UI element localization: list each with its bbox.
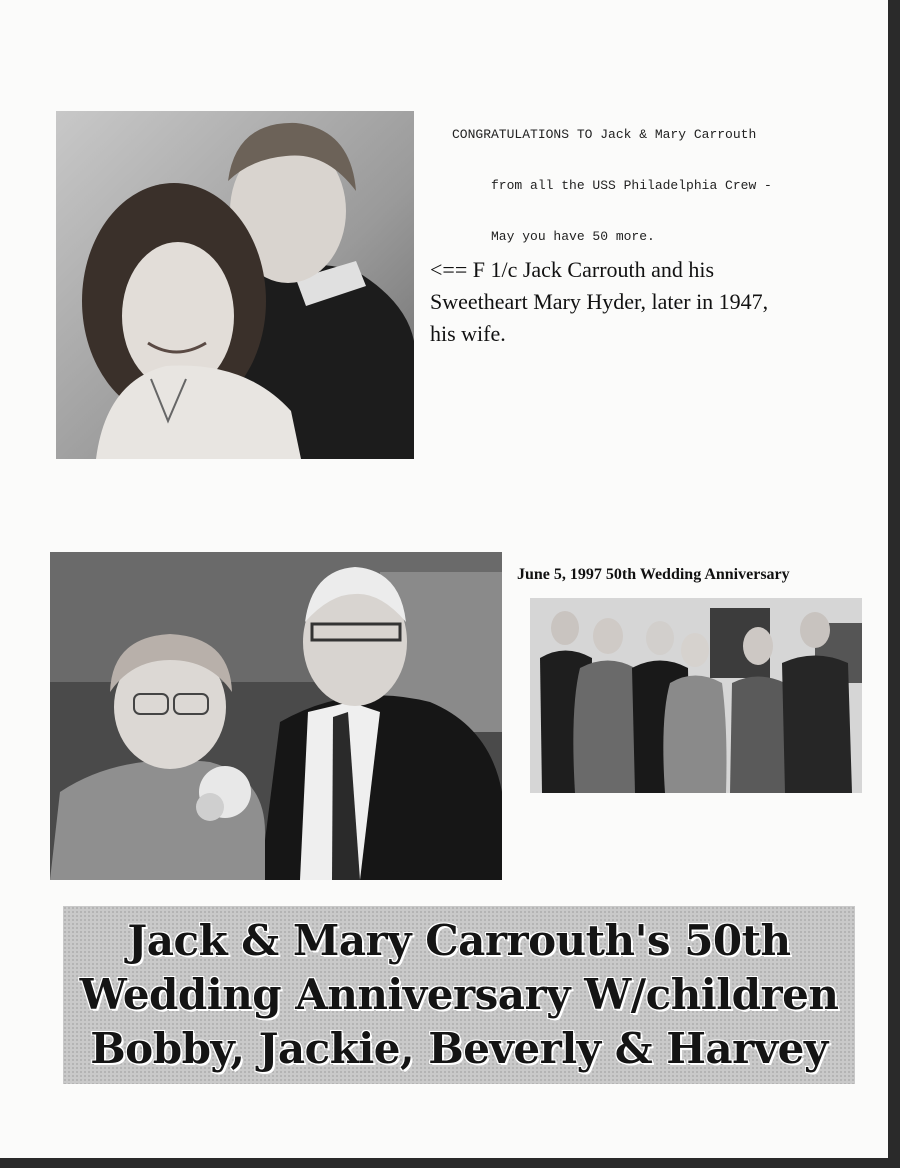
photo-1947-caption [430, 254, 850, 350]
anniversary-banner [63, 906, 855, 1084]
banner-title [63, 914, 855, 1076]
photo-family-group [530, 598, 862, 793]
congratulations-line-3: May you have 50 more. [452, 229, 655, 244]
caption-line-3: his wife. [430, 321, 506, 346]
congratulations-line-1: CONGRATULATIONS TO Jack & Mary Carrouth [452, 127, 757, 142]
congratulations-note [452, 92, 772, 262]
photo-jack-and-mary-1997 [50, 552, 502, 880]
scan-edge-bottom [0, 1158, 900, 1168]
photo-family-caption: June 5, 1997 50th Wedding Anniversary [517, 566, 790, 583]
banner-line-2: Wedding Anniversary W/children [79, 970, 839, 1019]
banner-line-1: Jack & Mary Carrouth's 50th [127, 916, 791, 965]
scan-edge-right [888, 0, 900, 1168]
congratulations-line-2: from all the USS Philadelphia Crew - [452, 178, 772, 193]
photo-jack-and-mary-1947 [56, 111, 414, 459]
caption-line-1: <== F 1/c Jack Carrouth and his [430, 257, 715, 282]
banner-line-3: Bobby, Jackie, Beverly & Harvey [90, 1024, 828, 1073]
caption-line-2: Sweetheart Mary Hyder, later in 1947, [430, 289, 769, 314]
